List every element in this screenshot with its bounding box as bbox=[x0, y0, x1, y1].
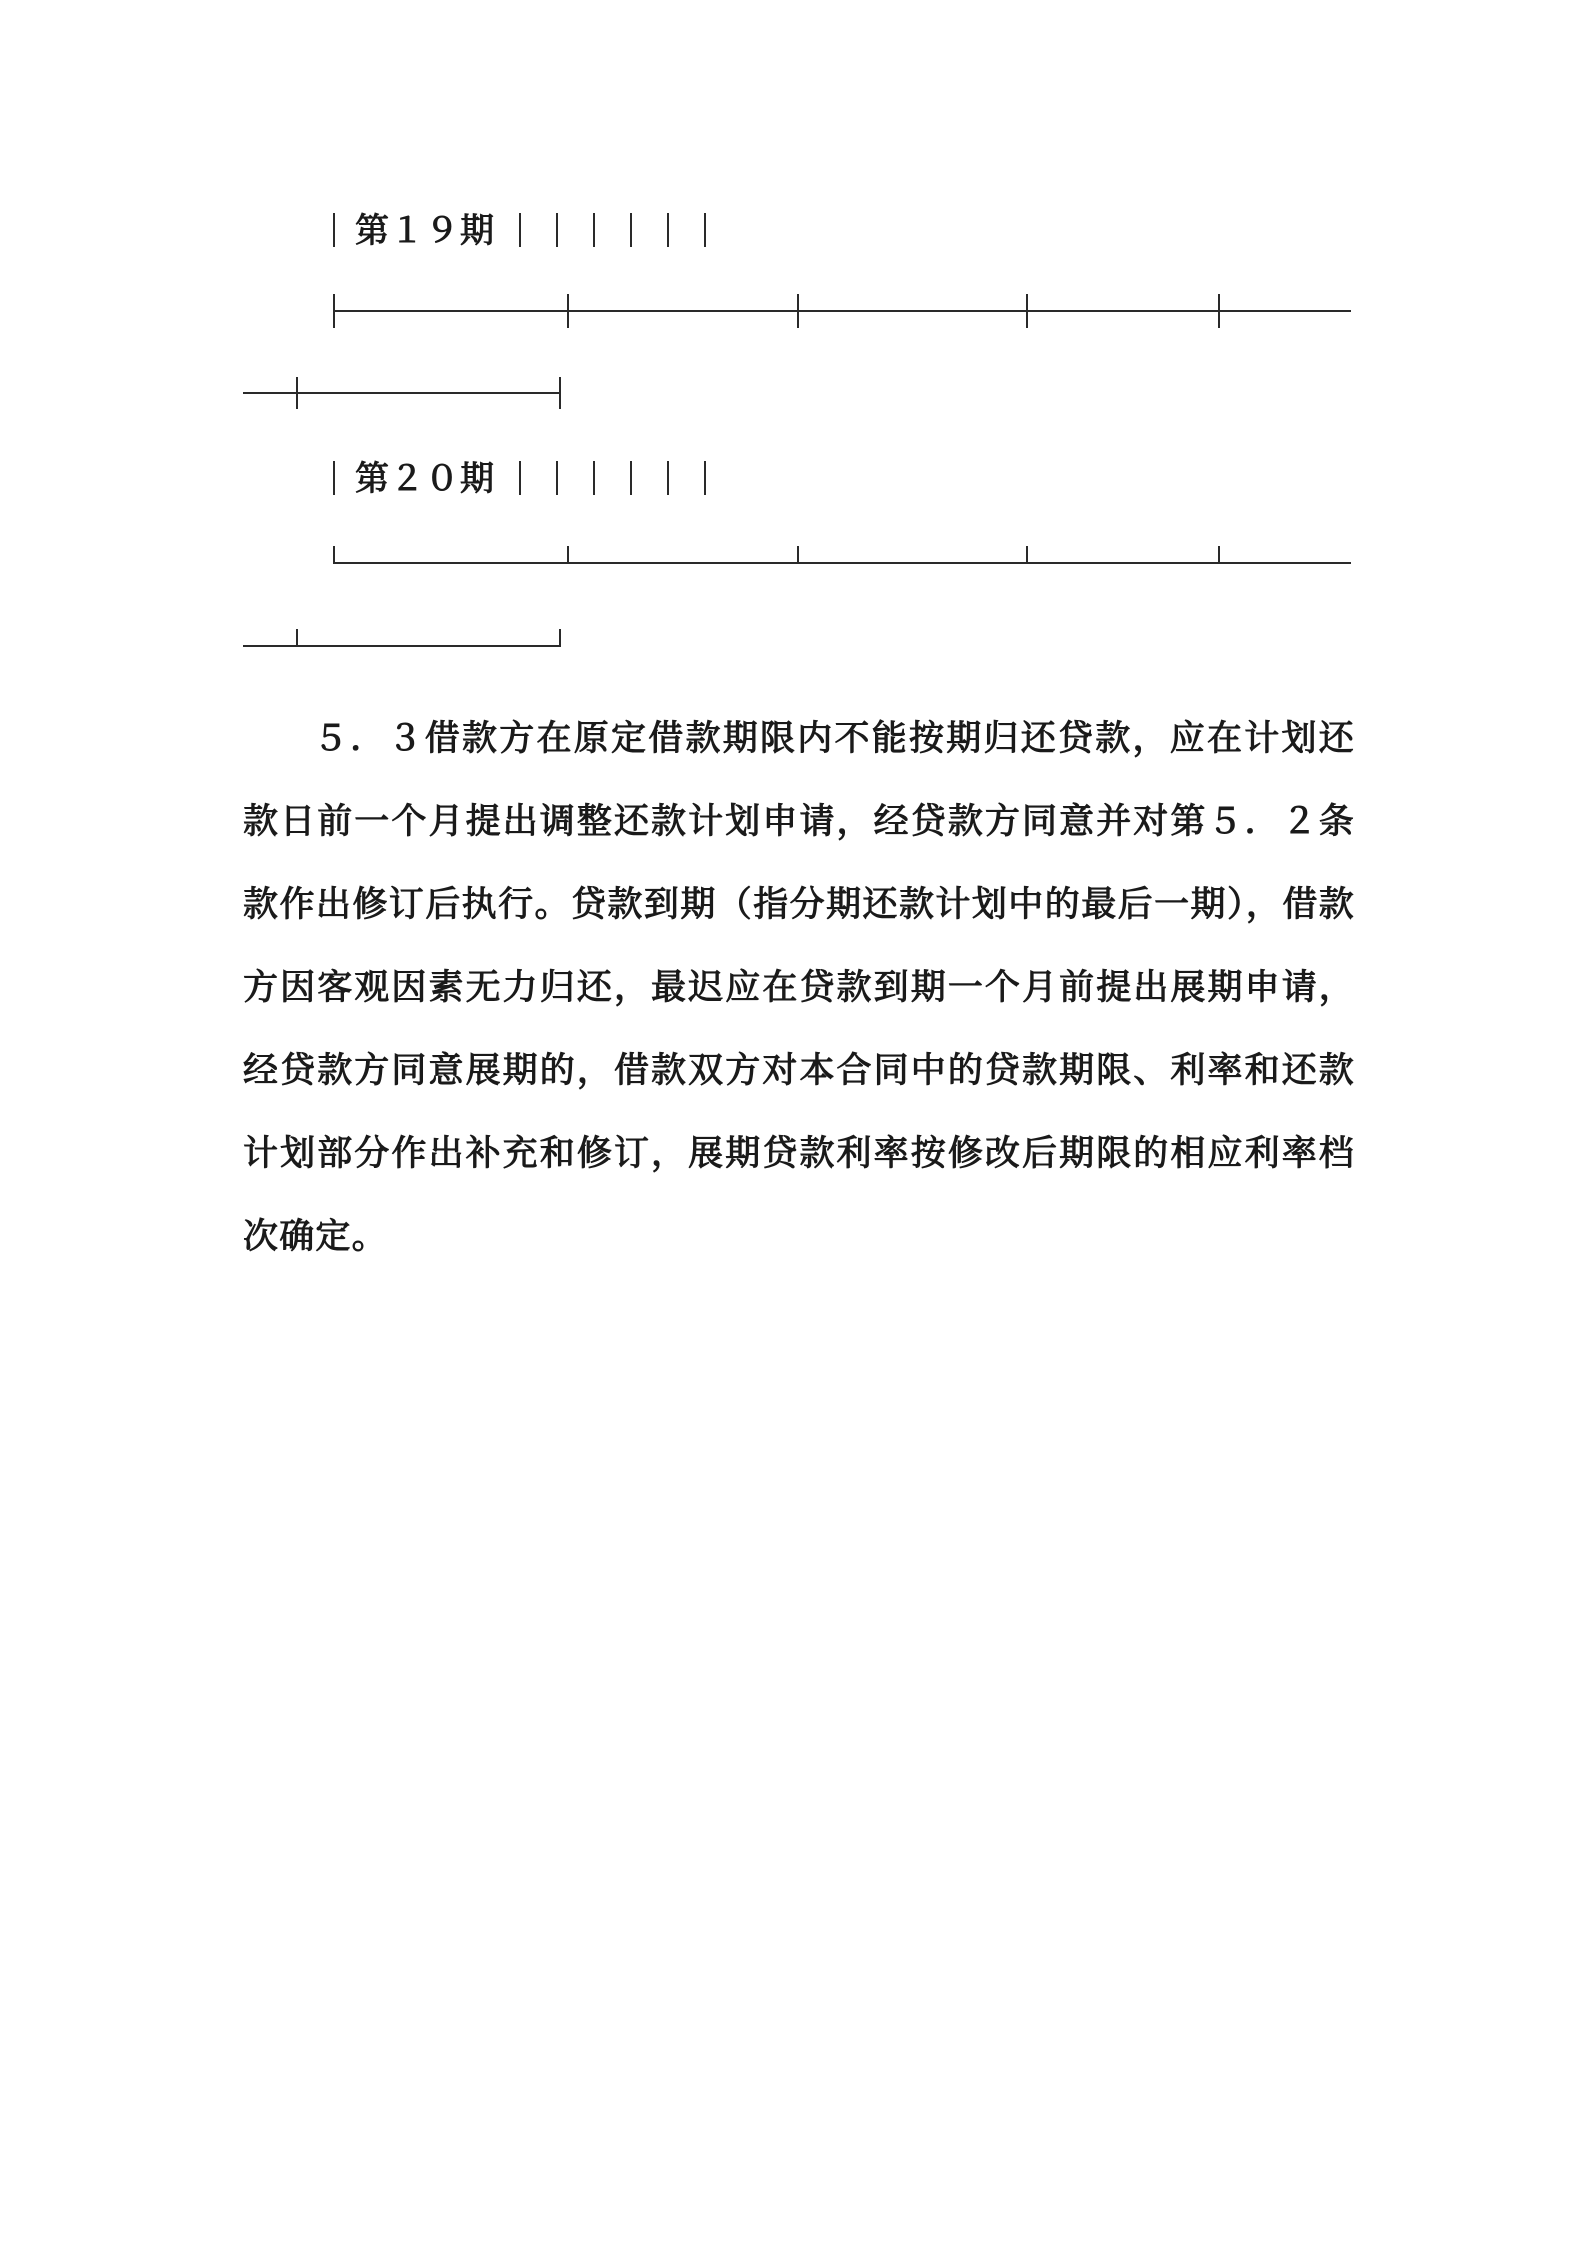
rule-tick bbox=[1026, 546, 1028, 564]
rule-tick bbox=[296, 377, 298, 409]
rule-tick bbox=[296, 629, 298, 647]
rule-tick bbox=[797, 294, 799, 328]
table-rule bbox=[333, 310, 1351, 312]
rule-tick bbox=[1026, 294, 1028, 328]
rule-tick bbox=[1218, 294, 1220, 328]
cell-divider bbox=[519, 461, 521, 495]
schedule-row-20 bbox=[333, 457, 713, 501]
clause-5-3-paragraph: ５．３借款方在原定借款期限内不能按期归还贷款，应在计划还款日前一个月提出调整还款计划申请，经贷款方同意并对第５．２条款作出修订后执行。贷款到期（指分期还款计划中的最后一期），借款方因客观因素无力归还，最迟应在贷款到期一个月前提出展期申请，经贷款方同意展期的，借款双方对本合同中的贷款期限、利率和还款计划部分作出补充和修订，展期贷款利率按修改后期限的相应利率档次确定。 bbox=[243, 719, 1355, 1257]
cell-divider bbox=[667, 461, 669, 495]
rule-tick bbox=[567, 294, 569, 328]
rule-tick bbox=[797, 546, 799, 564]
table-bottom-rule bbox=[243, 645, 561, 647]
rule-tick bbox=[559, 377, 561, 409]
cell-divider bbox=[593, 213, 595, 247]
table-rule bbox=[243, 392, 561, 394]
rule-tick bbox=[333, 546, 335, 564]
rule-tick bbox=[333, 294, 335, 328]
cell-divider bbox=[704, 213, 706, 247]
schedule-row-19 bbox=[333, 209, 713, 253]
cell-divider bbox=[556, 461, 558, 495]
rule-tick bbox=[1218, 546, 1220, 564]
cell-divider bbox=[556, 213, 558, 247]
cell-divider bbox=[667, 213, 669, 247]
table-bottom-rule bbox=[333, 562, 1351, 564]
cell-divider bbox=[519, 213, 521, 247]
cell-divider bbox=[630, 213, 632, 247]
period-label: 第２０期 bbox=[355, 459, 495, 499]
cell-divider bbox=[704, 461, 706, 495]
rule-tick bbox=[567, 546, 569, 564]
rule-tick bbox=[559, 629, 561, 647]
cell-divider bbox=[333, 213, 335, 247]
cell-divider bbox=[630, 461, 632, 495]
cell-divider bbox=[593, 461, 595, 495]
period-label: 第１９期 bbox=[355, 211, 495, 251]
cell-divider bbox=[333, 461, 335, 495]
